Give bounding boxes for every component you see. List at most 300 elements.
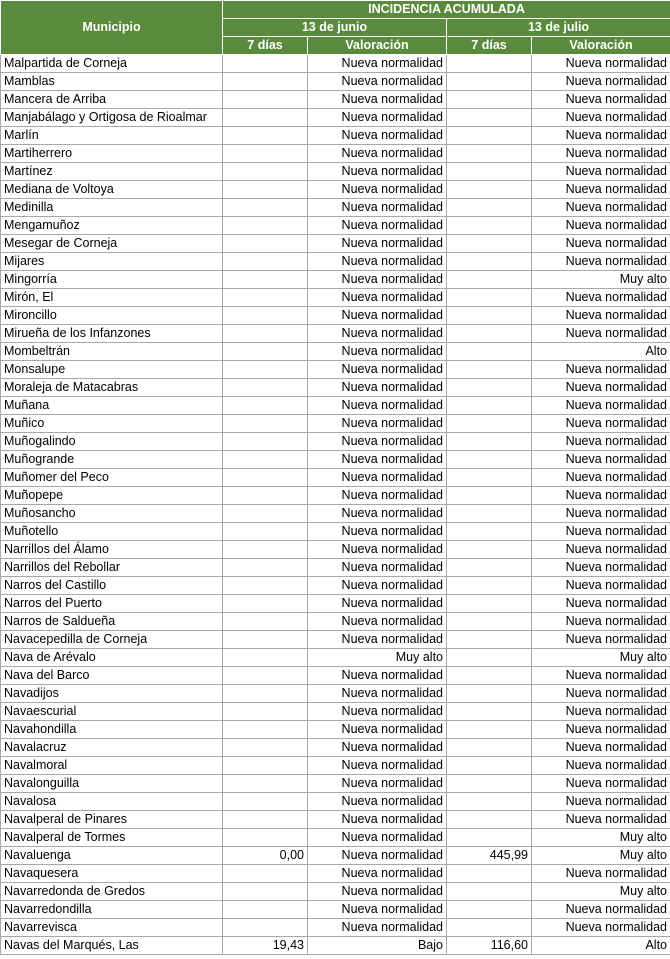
june-valoracion-cell: Nueva normalidad — [308, 127, 447, 145]
municipio-cell: Mancera de Arriba — [1, 91, 223, 109]
june-7dias-cell — [223, 883, 308, 901]
table-row — [1, 865, 670, 883]
july-valoracion-cell: Nueva normalidad — [532, 253, 670, 271]
june-valoracion-cell: Nueva normalidad — [308, 541, 447, 559]
municipio-cell: Navahondilla — [1, 721, 223, 739]
june-7dias-cell — [223, 181, 308, 199]
july-7dias-cell — [447, 631, 532, 649]
june-valoracion-cell: Nueva normalidad — [308, 811, 447, 829]
june-7dias-cell — [223, 127, 308, 145]
june-valoracion-cell: Nueva normalidad — [308, 325, 447, 343]
july-7dias-cell — [447, 163, 532, 181]
municipio-cell: Muñana — [1, 397, 223, 415]
municipio-cell: Muñomer del Peco — [1, 469, 223, 487]
july-valoracion-cell: Nueva normalidad — [532, 523, 670, 541]
june-7dias-cell — [223, 919, 308, 937]
municipio-cell: Navaluenga — [1, 847, 223, 865]
july-7dias-cell — [447, 199, 532, 217]
june-valoracion-cell: Nueva normalidad — [308, 901, 447, 919]
july-7dias-cell — [447, 613, 532, 631]
table-row — [1, 181, 670, 199]
june-valoracion-cell: Nueva normalidad — [308, 163, 447, 181]
june-7dias-cell — [223, 325, 308, 343]
june-7dias-cell — [223, 343, 308, 361]
municipio-cell: Narros de Saldueña — [1, 613, 223, 631]
july-7dias-cell — [447, 757, 532, 775]
june-valoracion-cell: Nueva normalidad — [308, 271, 447, 289]
header-7dias-july: 7 días — [447, 37, 532, 55]
table-row — [1, 739, 670, 757]
june-7dias-cell — [223, 739, 308, 757]
table-row — [1, 829, 670, 847]
municipio-cell: Navaquesera — [1, 865, 223, 883]
june-valoracion-cell: Nueva normalidad — [308, 91, 447, 109]
july-valoracion-cell: Nueva normalidad — [532, 577, 670, 595]
july-valoracion-cell: Muy alto — [532, 649, 670, 667]
table-row — [1, 811, 670, 829]
july-7dias-cell — [447, 901, 532, 919]
june-valoracion-cell: Nueva normalidad — [308, 505, 447, 523]
july-valoracion-cell: Nueva normalidad — [532, 595, 670, 613]
municipio-cell: Muñico — [1, 415, 223, 433]
table-row — [1, 775, 670, 793]
table-row — [1, 559, 670, 577]
july-7dias-cell — [447, 559, 532, 577]
june-valoracion-cell: Nueva normalidad — [308, 397, 447, 415]
june-valoracion-cell: Nueva normalidad — [308, 361, 447, 379]
header-7dias-june: 7 días — [223, 37, 308, 55]
july-valoracion-cell: Nueva normalidad — [532, 667, 670, 685]
july-7dias-cell — [447, 793, 532, 811]
table-header — [1, 1, 670, 55]
june-7dias-cell — [223, 631, 308, 649]
june-7dias-cell — [223, 649, 308, 667]
table-row — [1, 397, 670, 415]
july-valoracion-cell: Nueva normalidad — [532, 559, 670, 577]
municipio-cell: Medinilla — [1, 199, 223, 217]
table-row — [1, 451, 670, 469]
june-7dias-cell — [223, 595, 308, 613]
june-7dias-cell — [223, 469, 308, 487]
municipio-cell: Muñogalindo — [1, 433, 223, 451]
june-valoracion-cell: Bajo — [308, 937, 447, 955]
municipio-cell: Muñogrande — [1, 451, 223, 469]
june-7dias-cell — [223, 829, 308, 847]
table-row — [1, 595, 670, 613]
june-7dias-cell — [223, 199, 308, 217]
july-valoracion-cell: Nueva normalidad — [532, 235, 670, 253]
municipio-cell: Navaescurial — [1, 703, 223, 721]
municipio-cell: Marlín — [1, 127, 223, 145]
header-period-june: 13 de junio — [223, 19, 447, 37]
july-valoracion-cell: Nueva normalidad — [532, 415, 670, 433]
header-municipio: Municipio — [1, 1, 223, 55]
table-row — [1, 937, 670, 955]
july-valoracion-cell: Nueva normalidad — [532, 721, 670, 739]
municipio-cell: Muñosancho — [1, 505, 223, 523]
july-7dias-cell — [447, 235, 532, 253]
june-7dias-cell — [223, 865, 308, 883]
table-row — [1, 217, 670, 235]
july-7dias-cell — [447, 451, 532, 469]
june-valoracion-cell: Nueva normalidad — [308, 685, 447, 703]
municipio-cell: Mengamuñoz — [1, 217, 223, 235]
july-7dias-cell: 116,60 — [447, 937, 532, 955]
july-7dias-cell — [447, 271, 532, 289]
municipio-cell: Navalosa — [1, 793, 223, 811]
june-7dias-cell — [223, 559, 308, 577]
july-7dias-cell — [447, 577, 532, 595]
table-row — [1, 631, 670, 649]
july-7dias-cell — [447, 811, 532, 829]
july-valoracion-cell: Muy alto — [532, 847, 670, 865]
june-7dias-cell — [223, 487, 308, 505]
table-row — [1, 271, 670, 289]
table-row — [1, 649, 670, 667]
july-7dias-cell — [447, 739, 532, 757]
july-7dias-cell — [447, 91, 532, 109]
june-valoracion-cell: Nueva normalidad — [308, 145, 447, 163]
municipio-cell: Muñopepe — [1, 487, 223, 505]
july-valoracion-cell: Muy alto — [532, 829, 670, 847]
june-7dias-cell — [223, 271, 308, 289]
municipio-cell: Nava de Arévalo — [1, 649, 223, 667]
june-7dias-cell — [223, 577, 308, 595]
header-valoracion-july: Valoración — [532, 37, 670, 55]
table-row — [1, 361, 670, 379]
july-valoracion-cell: Nueva normalidad — [532, 631, 670, 649]
table-row — [1, 703, 670, 721]
july-7dias-cell — [447, 919, 532, 937]
municipio-cell: Mironcillo — [1, 307, 223, 325]
june-7dias-cell — [223, 433, 308, 451]
june-valoracion-cell: Nueva normalidad — [308, 235, 447, 253]
july-7dias-cell — [447, 469, 532, 487]
table-row — [1, 613, 670, 631]
table-row — [1, 289, 670, 307]
municipio-cell: Navalonguilla — [1, 775, 223, 793]
july-valoracion-cell: Nueva normalidad — [532, 217, 670, 235]
table-row — [1, 847, 670, 865]
july-valoracion-cell: Nueva normalidad — [532, 145, 670, 163]
june-7dias-cell: 19,43 — [223, 937, 308, 955]
june-valoracion-cell: Nueva normalidad — [308, 343, 447, 361]
header-valoracion-june: Valoración — [308, 37, 447, 55]
june-valoracion-cell: Muy alto — [308, 649, 447, 667]
july-valoracion-cell: Muy alto — [532, 883, 670, 901]
july-valoracion-cell: Nueva normalidad — [532, 199, 670, 217]
july-7dias-cell — [447, 325, 532, 343]
june-7dias-cell — [223, 505, 308, 523]
july-7dias-cell — [447, 217, 532, 235]
july-7dias-cell — [447, 343, 532, 361]
table-row — [1, 253, 670, 271]
june-valoracion-cell: Nueva normalidad — [308, 577, 447, 595]
june-valoracion-cell: Nueva normalidad — [308, 217, 447, 235]
june-7dias-cell — [223, 289, 308, 307]
table-row — [1, 307, 670, 325]
municipio-cell: Navas del Marqués, Las — [1, 937, 223, 955]
table-row — [1, 505, 670, 523]
table-row — [1, 163, 670, 181]
municipio-cell: Navalperal de Pinares — [1, 811, 223, 829]
june-valoracion-cell: Nueva normalidad — [308, 379, 447, 397]
june-7dias-cell — [223, 541, 308, 559]
june-valoracion-cell: Nueva normalidad — [308, 253, 447, 271]
june-valoracion-cell: Nueva normalidad — [308, 307, 447, 325]
june-7dias-cell — [223, 91, 308, 109]
june-valoracion-cell: Nueva normalidad — [308, 559, 447, 577]
june-valoracion-cell: Nueva normalidad — [308, 451, 447, 469]
municipio-cell: Mingorría — [1, 271, 223, 289]
table-row — [1, 757, 670, 775]
municipio-cell: Mombeltrán — [1, 343, 223, 361]
municipio-cell: Navarredondilla — [1, 901, 223, 919]
july-valoracion-cell: Nueva normalidad — [532, 469, 670, 487]
july-valoracion-cell: Nueva normalidad — [532, 919, 670, 937]
municipio-cell: Narros del Castillo — [1, 577, 223, 595]
june-7dias-cell — [223, 307, 308, 325]
july-7dias-cell — [447, 379, 532, 397]
table-row — [1, 415, 670, 433]
july-7dias-cell — [447, 289, 532, 307]
june-valoracion-cell: Nueva normalidad — [308, 469, 447, 487]
municipio-cell: Navalperal de Tormes — [1, 829, 223, 847]
july-7dias-cell — [447, 361, 532, 379]
municipio-cell: Mamblas — [1, 73, 223, 91]
june-7dias-cell — [223, 217, 308, 235]
july-valoracion-cell: Nueva normalidad — [532, 613, 670, 631]
june-7dias-cell — [223, 685, 308, 703]
june-valoracion-cell: Nueva normalidad — [308, 919, 447, 937]
july-7dias-cell — [447, 307, 532, 325]
june-valoracion-cell: Nueva normalidad — [308, 631, 447, 649]
june-7dias-cell — [223, 703, 308, 721]
july-valoracion-cell: Nueva normalidad — [532, 541, 670, 559]
july-7dias-cell — [447, 433, 532, 451]
june-valoracion-cell: Nueva normalidad — [308, 109, 447, 127]
july-valoracion-cell: Nueva normalidad — [532, 901, 670, 919]
municipio-cell: Malpartida de Corneja — [1, 55, 223, 73]
june-7dias-cell — [223, 397, 308, 415]
june-valoracion-cell: Nueva normalidad — [308, 55, 447, 73]
july-valoracion-cell: Nueva normalidad — [532, 163, 670, 181]
july-7dias-cell — [447, 505, 532, 523]
july-7dias-cell — [447, 181, 532, 199]
june-7dias-cell — [223, 451, 308, 469]
table-row — [1, 433, 670, 451]
june-valoracion-cell: Nueva normalidad — [308, 289, 447, 307]
table-row — [1, 667, 670, 685]
june-7dias-cell — [223, 721, 308, 739]
july-7dias-cell — [447, 145, 532, 163]
table-row — [1, 109, 670, 127]
july-7dias-cell — [447, 667, 532, 685]
july-valoracion-cell: Nueva normalidad — [532, 361, 670, 379]
july-valoracion-cell: Nueva normalidad — [532, 865, 670, 883]
july-valoracion-cell: Nueva normalidad — [532, 757, 670, 775]
table-row — [1, 343, 670, 361]
municipio-cell: Martiherrero — [1, 145, 223, 163]
july-valoracion-cell: Nueva normalidad — [532, 451, 670, 469]
table-row — [1, 145, 670, 163]
table-row — [1, 487, 670, 505]
june-valoracion-cell: Nueva normalidad — [308, 721, 447, 739]
table-body — [1, 55, 670, 955]
july-valoracion-cell: Nueva normalidad — [532, 793, 670, 811]
municipio-cell: Navarredonda de Gredos — [1, 883, 223, 901]
july-7dias-cell — [447, 649, 532, 667]
june-valoracion-cell: Nueva normalidad — [308, 703, 447, 721]
july-valoracion-cell: Nueva normalidad — [532, 397, 670, 415]
june-7dias-cell — [223, 163, 308, 181]
june-valoracion-cell: Nueva normalidad — [308, 667, 447, 685]
municipio-cell: Navacepedilla de Corneja — [1, 631, 223, 649]
june-valoracion-cell: Nueva normalidad — [308, 883, 447, 901]
municipio-cell: Nava del Barco — [1, 667, 223, 685]
table-row — [1, 469, 670, 487]
municipio-cell: Martínez — [1, 163, 223, 181]
june-7dias-cell — [223, 109, 308, 127]
july-7dias-cell — [447, 73, 532, 91]
july-valoracion-cell: Nueva normalidad — [532, 505, 670, 523]
municipio-cell: Mirueña de los Infanzones — [1, 325, 223, 343]
table-row — [1, 379, 670, 397]
june-valoracion-cell: Nueva normalidad — [308, 523, 447, 541]
july-7dias-cell: 445,99 — [447, 847, 532, 865]
june-7dias-cell — [223, 901, 308, 919]
july-7dias-cell — [447, 775, 532, 793]
june-valoracion-cell: Nueva normalidad — [308, 595, 447, 613]
table-row — [1, 73, 670, 91]
july-valoracion-cell: Alto — [532, 937, 670, 955]
june-7dias-cell — [223, 145, 308, 163]
july-7dias-cell — [447, 127, 532, 145]
june-valoracion-cell: Nueva normalidad — [308, 487, 447, 505]
june-7dias-cell — [223, 667, 308, 685]
municipio-cell: Mijares — [1, 253, 223, 271]
july-valoracion-cell: Nueva normalidad — [532, 379, 670, 397]
municipio-cell: Navalmoral — [1, 757, 223, 775]
june-valoracion-cell: Nueva normalidad — [308, 829, 447, 847]
table-row — [1, 577, 670, 595]
table-row — [1, 127, 670, 145]
june-7dias-cell — [223, 361, 308, 379]
july-7dias-cell — [447, 253, 532, 271]
july-valoracion-cell: Nueva normalidad — [532, 325, 670, 343]
june-7dias-cell — [223, 757, 308, 775]
july-valoracion-cell: Nueva normalidad — [532, 685, 670, 703]
table-row — [1, 541, 670, 559]
july-7dias-cell — [447, 883, 532, 901]
july-valoracion-cell: Nueva normalidad — [532, 91, 670, 109]
municipio-cell: Manjabálago y Ortigosa de Rioalmar — [1, 109, 223, 127]
june-valoracion-cell: Nueva normalidad — [308, 847, 447, 865]
table-row — [1, 793, 670, 811]
municipio-cell: Mesegar de Corneja — [1, 235, 223, 253]
july-valoracion-cell: Nueva normalidad — [532, 73, 670, 91]
june-valoracion-cell: Nueva normalidad — [308, 757, 447, 775]
table-row — [1, 721, 670, 739]
table-row — [1, 235, 670, 253]
july-7dias-cell — [447, 487, 532, 505]
june-valoracion-cell: Nueva normalidad — [308, 775, 447, 793]
july-valoracion-cell: Nueva normalidad — [532, 181, 670, 199]
july-valoracion-cell: Nueva normalidad — [532, 433, 670, 451]
july-7dias-cell — [447, 703, 532, 721]
july-7dias-cell — [447, 829, 532, 847]
june-7dias-cell — [223, 253, 308, 271]
municipio-cell: Navarrevisca — [1, 919, 223, 937]
table-row — [1, 325, 670, 343]
june-7dias-cell — [223, 793, 308, 811]
july-valoracion-cell: Nueva normalidad — [532, 739, 670, 757]
july-7dias-cell — [447, 397, 532, 415]
june-7dias-cell — [223, 55, 308, 73]
june-valoracion-cell: Nueva normalidad — [308, 181, 447, 199]
july-7dias-cell — [447, 865, 532, 883]
june-7dias-cell — [223, 415, 308, 433]
july-valoracion-cell: Nueva normalidad — [532, 811, 670, 829]
july-7dias-cell — [447, 595, 532, 613]
table-row — [1, 523, 670, 541]
municipio-cell: Mirón, El — [1, 289, 223, 307]
municipio-cell: Mediana de Voltoya — [1, 181, 223, 199]
june-7dias-cell — [223, 379, 308, 397]
header-period-july: 13 de julio — [447, 19, 670, 37]
june-valoracion-cell: Nueva normalidad — [308, 739, 447, 757]
header-incidencia: INCIDENCIA ACUMULADA — [223, 1, 670, 19]
july-valoracion-cell: Nueva normalidad — [532, 127, 670, 145]
municipio-cell: Narrillos del Rebollar — [1, 559, 223, 577]
july-valoracion-cell: Nueva normalidad — [532, 703, 670, 721]
june-valoracion-cell: Nueva normalidad — [308, 865, 447, 883]
municipio-cell: Muñotello — [1, 523, 223, 541]
table-row — [1, 901, 670, 919]
july-7dias-cell — [447, 721, 532, 739]
june-7dias-cell: 0,00 — [223, 847, 308, 865]
municipio-cell: Navalacruz — [1, 739, 223, 757]
municipio-cell: Navadijos — [1, 685, 223, 703]
june-valoracion-cell: Nueva normalidad — [308, 793, 447, 811]
july-valoracion-cell: Nueva normalidad — [532, 289, 670, 307]
municipio-cell: Narros del Puerto — [1, 595, 223, 613]
july-valoracion-cell: Nueva normalidad — [532, 775, 670, 793]
june-valoracion-cell: Nueva normalidad — [308, 433, 447, 451]
july-valoracion-cell: Alto — [532, 343, 670, 361]
june-7dias-cell — [223, 523, 308, 541]
june-valoracion-cell: Nueva normalidad — [308, 73, 447, 91]
july-valoracion-cell: Nueva normalidad — [532, 55, 670, 73]
july-valoracion-cell: Nueva normalidad — [532, 307, 670, 325]
table-row — [1, 91, 670, 109]
june-7dias-cell — [223, 235, 308, 253]
july-7dias-cell — [447, 109, 532, 127]
table-row — [1, 883, 670, 901]
july-7dias-cell — [447, 415, 532, 433]
june-valoracion-cell: Nueva normalidad — [308, 199, 447, 217]
municipio-cell: Narrillos del Álamo — [1, 541, 223, 559]
july-valoracion-cell: Nueva normalidad — [532, 487, 670, 505]
july-valoracion-cell: Muy alto — [532, 271, 670, 289]
july-7dias-cell — [447, 541, 532, 559]
june-7dias-cell — [223, 775, 308, 793]
july-valoracion-cell: Nueva normalidad — [532, 109, 670, 127]
june-valoracion-cell: Nueva normalidad — [308, 613, 447, 631]
june-7dias-cell — [223, 811, 308, 829]
table-row — [1, 199, 670, 217]
table-row — [1, 919, 670, 937]
